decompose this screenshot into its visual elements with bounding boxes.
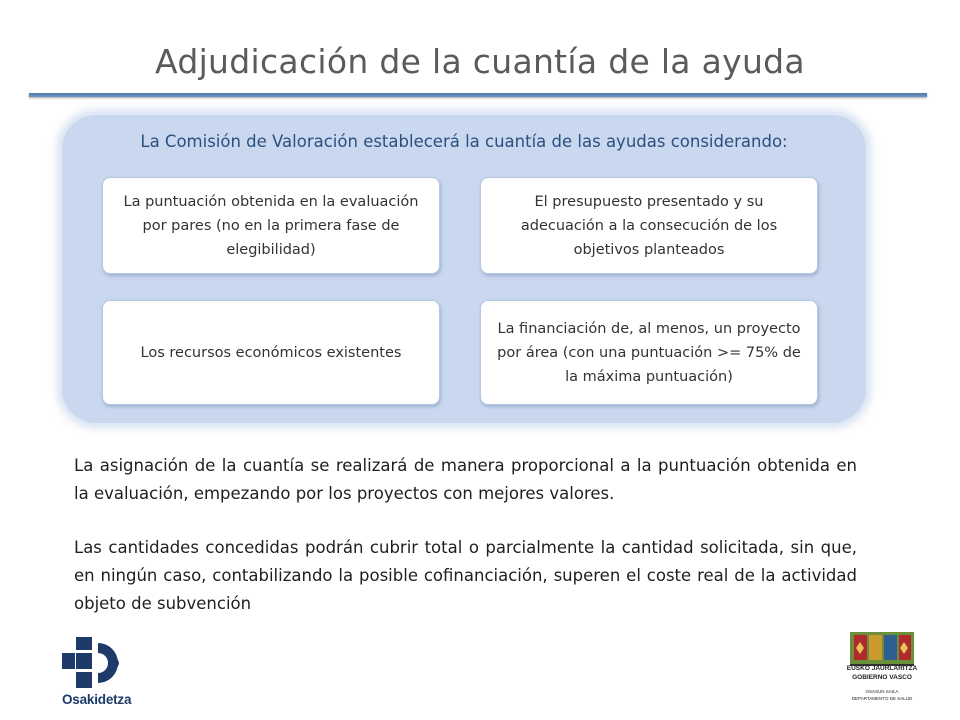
criteria-card-text: Los recursos económicos existentes xyxy=(140,344,402,361)
criteria-card-resources xyxy=(102,300,440,405)
gov-line-1: EUSKO JAURLARITZA xyxy=(846,665,918,672)
gov-line-2: GOBIERNO VASCO xyxy=(852,674,912,681)
criteria-card-budget xyxy=(480,177,818,274)
body-paragraph: Las cantidades concedidas podrán cubrir total o parcialmente la cantidad solicitada, sin que, en ningún caso, contabilizando la posible cofinanciación, superen el coste real de la actividad objeto de subvención xyxy=(74,538,857,613)
criteria-card-text: El presupuesto presentado y su adecuación a la consecución de los objetivos planteados xyxy=(520,193,778,258)
criteria-heading: La Comisión de Valoración establecerá la cuantía de las ayudas considerando: xyxy=(140,132,788,151)
slide-title: Adjudicación de la cuantía de la ayuda xyxy=(155,42,805,81)
criteria-card-text: La financiación de, al menos, un proyecto por área (con una puntuación >= 75% de la máxima puntuación) xyxy=(497,320,801,385)
gov-line-4: DEPARTAMENTO DE SALUD xyxy=(851,696,913,701)
criteria-card-text: La puntuación obtenida en la evaluación por pares (no en la primera fase de elegibilidad) xyxy=(123,193,419,258)
body-paragraph: La asignación de la cuantía se realizará de manera proporcional a la puntuación obtenida en la evaluación, empezando por los proyectos con mejores valores. xyxy=(74,456,857,503)
title-underline xyxy=(29,93,927,97)
criteria-card-score xyxy=(102,177,440,274)
criteria-panel xyxy=(62,115,866,423)
criteria-card-funding xyxy=(480,300,818,405)
gov-line-3: OSASUN SAILA xyxy=(865,689,899,694)
osakidetza-name: Osakidetza xyxy=(62,692,132,707)
